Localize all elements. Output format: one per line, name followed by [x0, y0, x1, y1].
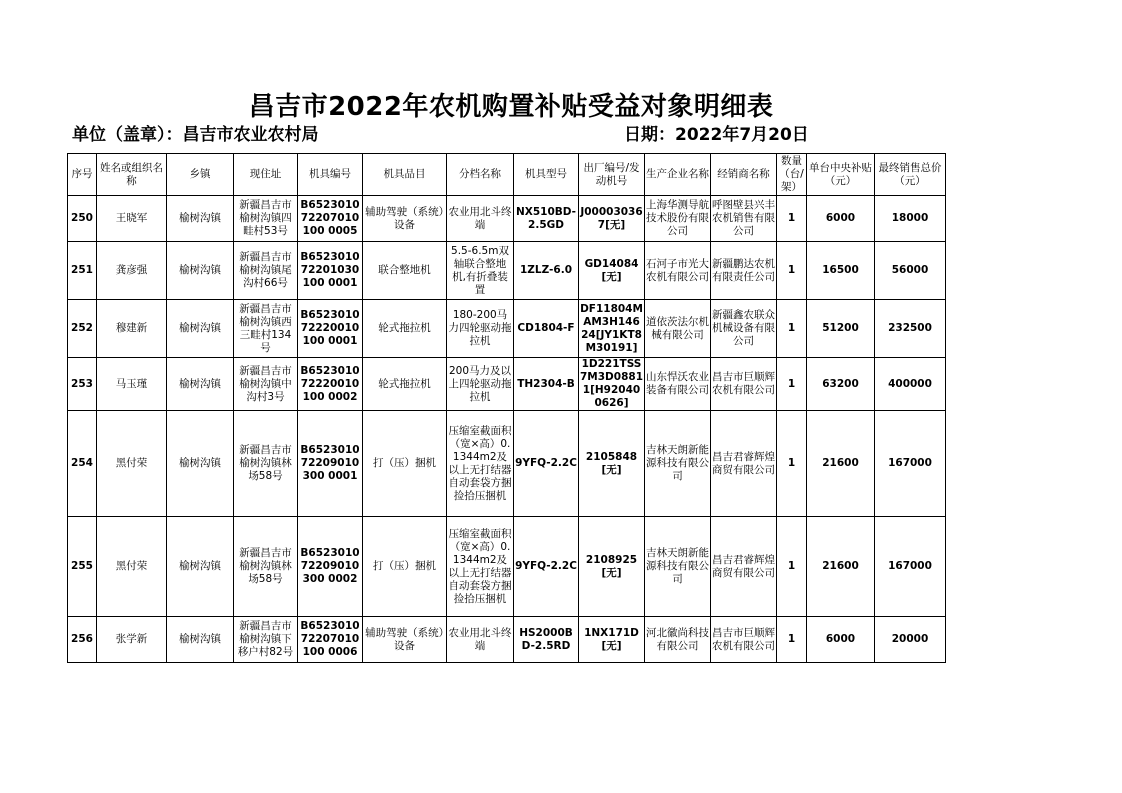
- subsidy-table: [67, 153, 946, 663]
- table-cell: 18000: [875, 196, 946, 242]
- table-cell: 1: [777, 358, 807, 411]
- table-cell: 榆树沟镇: [167, 411, 234, 517]
- header-cell: 现住址: [234, 154, 298, 196]
- table-cell: 上海华测导航技术股份有限公司: [645, 196, 711, 242]
- table-cell: 石河子市光大农机有限公司: [645, 242, 711, 300]
- table-row: [68, 196, 946, 242]
- table-cell: 道依茨法尔机械有限公司: [645, 300, 711, 358]
- table-cell: 1D221TSS7M3D08811[H920400626]: [580, 358, 643, 409]
- page-title: 昌吉市2022年农机购置补贴受益对象明细表: [248, 92, 774, 122]
- table-cell: 252: [68, 300, 97, 358]
- table-cell: 联合整地机: [363, 242, 447, 300]
- table-cell: 1ZLZ-6.0: [514, 242, 579, 300]
- table-header-row: [68, 154, 946, 196]
- table-cell: B652301072207010100 0005: [298, 196, 363, 242]
- header-cell: 最终销售总价（元）: [875, 154, 946, 196]
- table-cell: 榆树沟镇: [167, 242, 234, 300]
- table-cell: 黑付荣: [97, 517, 167, 617]
- table-cell: 21600: [807, 411, 875, 517]
- table-cell: B652301072220010100 0002: [298, 358, 363, 411]
- table-cell: B652301072207010100 0006: [298, 617, 363, 663]
- table-cell: B652301072209010300 0002: [298, 517, 363, 617]
- table-cell: 黑付荣: [97, 411, 167, 517]
- table-cell: 5.5-6.5m双轴联合整地机,有折叠装置: [447, 242, 514, 300]
- table-cell: 穆建新: [97, 300, 167, 358]
- table-cell: 昌吉市巨顺辉农机有限公司: [711, 358, 777, 411]
- table-cell: 压缩室截面积（宽×高）0.1344m2及以上无打结器自动套袋方捆捡拾压捆机: [447, 411, 514, 517]
- table-cell: 254: [68, 411, 97, 517]
- table-cell: 新疆昌吉市榆树沟镇林场58号: [234, 517, 298, 617]
- table-cell: 232500: [875, 300, 946, 358]
- table-cell: 6000: [807, 617, 875, 663]
- table-cell: 56000: [875, 242, 946, 300]
- table-cell: 51200: [807, 300, 875, 358]
- table-cell: 昌吉君睿辉煌商贸有限公司: [711, 517, 777, 617]
- table-cell: CD1804-F: [514, 300, 579, 358]
- table-cell: TH2304-B: [514, 358, 579, 411]
- table-cell: 吉林天朗新能源科技有限公司: [645, 411, 711, 517]
- header-cell: 经销商名称: [711, 154, 777, 196]
- table-cell: 1: [777, 411, 807, 517]
- table-cell: 新疆昌吉市榆树沟镇尾沟村66号: [234, 242, 298, 300]
- header-cell: 分档名称: [447, 154, 514, 196]
- table-cell: 新疆鑫农联众机械设备有限公司: [711, 300, 777, 358]
- table-cell: 250: [68, 196, 97, 242]
- table-cell: 山东悍沃农业装备有限公司: [645, 358, 711, 411]
- table-cell: B652301072201030100 0001: [298, 242, 363, 300]
- table-cell: NX510BD-2.5GD: [514, 196, 579, 242]
- header-cell: 机具品目: [363, 154, 447, 196]
- table-row: [68, 242, 946, 300]
- header-cell: 出厂编号/发动机号: [579, 154, 645, 196]
- header-cell: 乡镇: [167, 154, 234, 196]
- table-cell: 龚彦强: [97, 242, 167, 300]
- table-cell: 榆树沟镇: [167, 517, 234, 617]
- table-cell: 2105848[无]: [579, 411, 645, 517]
- table-cell: 农业用北斗终端: [447, 617, 514, 663]
- table-cell: 榆树沟镇: [167, 617, 234, 663]
- table-cell: 1NX171D[无]: [579, 617, 645, 663]
- date-label: 日期：2022年7月20日: [624, 125, 809, 145]
- header-cell: 序号: [68, 154, 97, 196]
- table-cell: GD14084[无]: [579, 242, 645, 300]
- header-cell: 姓名或组织名称: [97, 154, 167, 196]
- header-cell: 机具型号: [514, 154, 579, 196]
- table-cell: 轮式拖拉机: [363, 300, 447, 358]
- table-cell: 马玉瑾: [97, 358, 167, 411]
- table-cell: 167000: [875, 517, 946, 617]
- table-cell: 张学新: [97, 617, 167, 663]
- table-cell: 压缩室截面积（宽×高）0.1344m2及以上无打结器自动套袋方捆捡拾压捆机: [447, 517, 514, 617]
- table-cell: 9YFQ-2.2C: [514, 517, 579, 617]
- table-cell: 新疆昌吉市榆树沟镇林场58号: [234, 411, 298, 517]
- table-cell: 榆树沟镇: [167, 196, 234, 242]
- table-row: [68, 517, 946, 617]
- table-cell: 昌吉市巨顺辉农机有限公司: [711, 617, 777, 663]
- table-cell: 1: [777, 242, 807, 300]
- table-cell: 2108925[无]: [579, 517, 645, 617]
- table-cell: 河北徽尚科技有限公司: [645, 617, 711, 663]
- table-cell: J000030367[无]: [579, 196, 645, 242]
- table-row: [68, 358, 946, 411]
- table-cell: 16500: [807, 242, 875, 300]
- table-cell: 王晓军: [97, 196, 167, 242]
- table-cell: 6000: [807, 196, 875, 242]
- table-cell: 农业用北斗终端: [447, 196, 514, 242]
- table-cell: 打（压）捆机: [363, 517, 447, 617]
- table-cell: B652301072209010300 0001: [298, 411, 363, 517]
- table-cell: 吉林天朗新能源科技有限公司: [645, 517, 711, 617]
- table-cell: 21600: [807, 517, 875, 617]
- table-row: [68, 411, 946, 517]
- table-cell: 180-200马力四轮驱动拖拉机: [447, 300, 514, 358]
- table-cell: 榆树沟镇: [167, 300, 234, 358]
- table-cell: 呼图壁县兴丰农机销售有限公司: [711, 196, 777, 242]
- table-cell: 256: [68, 617, 97, 663]
- table-cell: 251: [68, 242, 97, 300]
- table-cell: 辅助驾驶（系统）设备: [363, 196, 447, 242]
- header-cell: 机具编号: [298, 154, 363, 196]
- table-cell: 新疆昌吉市榆树沟镇西三畦村134号: [234, 300, 298, 358]
- table-cell: 253: [68, 358, 97, 411]
- table-row: [68, 300, 946, 358]
- table-cell: B652301072220010100 0001: [298, 300, 363, 358]
- table-cell: 9YFQ-2.2C: [514, 411, 579, 517]
- header-cell: 单台中央补贴（元）: [807, 154, 875, 196]
- table-cell: DF11804MAM3H14624[JY1KT8M30191]: [579, 300, 645, 358]
- table-row: [68, 617, 946, 663]
- table-cell: 255: [68, 517, 97, 617]
- table-cell: 1: [777, 196, 807, 242]
- table-cell: 1: [777, 517, 807, 617]
- table-cell: 1: [777, 300, 807, 358]
- table-cell: 新疆昌吉市榆树沟镇中沟村3号: [234, 358, 298, 411]
- header-cell: 数量（台/架）: [777, 154, 807, 196]
- table-cell: 新疆昌吉市榆树沟镇四畦村53号: [234, 196, 298, 242]
- table-cell: 200马力及以上四轮驱动拖拉机: [447, 358, 514, 411]
- table-cell: 新疆鹏达农机有限责任公司: [711, 242, 777, 300]
- table-cell: 63200: [807, 358, 875, 411]
- table-cell: 20000: [875, 617, 946, 663]
- header-cell: 生产企业名称: [645, 154, 711, 196]
- table-cell: 榆树沟镇: [167, 358, 234, 411]
- table-cell: 轮式拖拉机: [363, 358, 447, 411]
- table-cell: 新疆昌吉市榆树沟镇下移户村82号: [234, 617, 298, 663]
- unit-label: 单位（盖章）：昌吉市农业农村局: [72, 125, 319, 145]
- table-cell: 辅助驾驶（系统）设备: [363, 617, 447, 663]
- table-cell: 167000: [875, 411, 946, 517]
- table-cell: 1: [777, 617, 807, 663]
- table-cell: 打（压）捆机: [363, 411, 447, 517]
- table-cell: 400000: [875, 358, 946, 411]
- table-cell: 昌吉君睿辉煌商贸有限公司: [711, 411, 777, 517]
- table-cell: HS2000BD-2.5RD: [514, 617, 579, 663]
